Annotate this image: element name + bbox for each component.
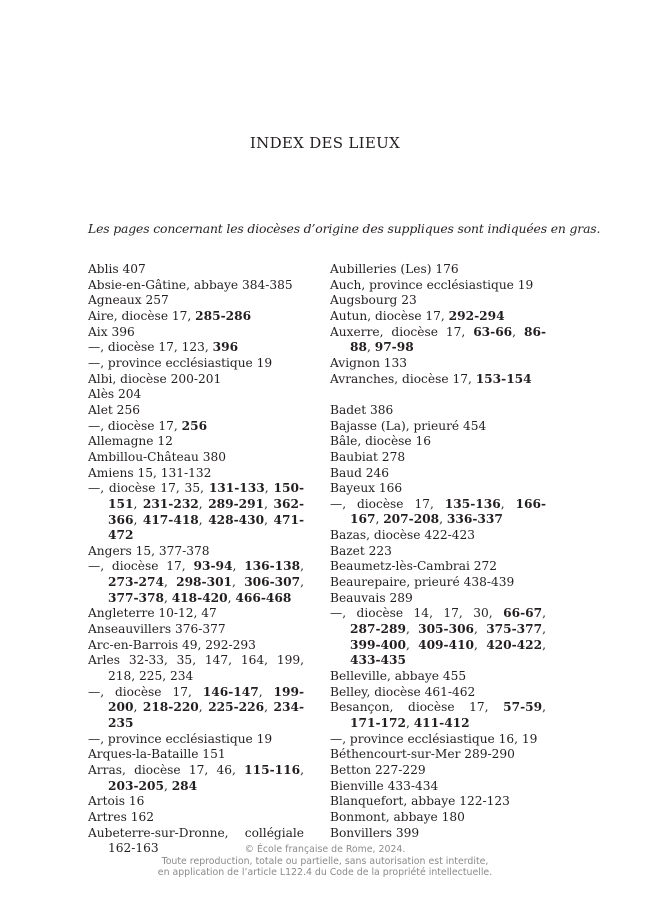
entry-text: ,	[474, 622, 487, 637]
bold-page-ref: 135-136	[444, 496, 501, 511]
entry-text: ,	[133, 496, 143, 511]
entry-text: Avignon 133	[330, 355, 408, 370]
bold-page-ref: 428-430	[208, 512, 265, 527]
entry-text: —, diocèse 17,	[88, 418, 182, 433]
footer-line: en application de l’article L122.4 du Code de la propriété intellectuelle.	[157, 867, 493, 879]
entry-text: ,	[264, 496, 274, 511]
bold-page-ref: 306-307	[244, 575, 301, 590]
index-entry	[330, 747, 546, 763]
bold-page-ref: 466-468	[235, 590, 292, 605]
entry-text: Arc-en-Barrois 49, 292-293	[88, 637, 256, 652]
index-entry	[330, 810, 546, 826]
footer-line: © École française de Rome, 2024.	[244, 844, 406, 855]
bold-page-ref: 471-472	[108, 512, 305, 543]
index-entry	[88, 638, 304, 654]
entry-text: ,	[264, 512, 274, 527]
entry-text: ,	[375, 512, 384, 527]
index-entry	[88, 466, 304, 482]
entry-text: Ambillou-Château 380	[88, 449, 226, 464]
index-entry	[330, 434, 546, 450]
index-entry	[330, 403, 546, 419]
bold-page-ref: 171-172	[350, 716, 406, 731]
entry-text: Aubeterre-sur-Dronne, collégiale 162-163	[88, 825, 304, 856]
entry-text: Beaumetz-lès-Cambrai 272	[330, 559, 498, 574]
entry-text: ,	[300, 575, 305, 590]
entry-text: Artres 162	[88, 809, 154, 824]
entry-text: Ablis 407	[88, 262, 146, 276]
index-entry	[88, 450, 304, 466]
entry-text: ,	[512, 324, 524, 339]
index-entry	[88, 293, 304, 309]
entry-text: ,	[500, 496, 516, 511]
bold-page-ref: 218-220	[142, 700, 199, 715]
entry-text: Artois 16	[88, 794, 145, 809]
index-entry	[88, 794, 304, 810]
entry-text: Aix 396	[88, 324, 135, 339]
bold-page-ref: 418-420	[171, 590, 228, 605]
entry-text: Alès 204	[88, 387, 142, 402]
index-entry	[330, 372, 546, 388]
entry-text: Amiens 15, 131-132	[88, 465, 212, 480]
entry-text: Baubiat 278	[330, 449, 406, 464]
entry-text: —, diocèse 14, 17, 30,	[330, 606, 504, 621]
bold-page-ref: 284	[171, 778, 198, 793]
entry-text: Bonmont, abbaye 180	[330, 809, 465, 824]
entry-text: ,	[264, 481, 274, 496]
entry-text: Autun, diocèse 17,	[330, 308, 449, 323]
entry-text: —, province ecclésiastique 19	[88, 355, 273, 370]
entry-text: Baud 246	[330, 465, 390, 480]
bold-page-ref: 417-418	[142, 512, 199, 527]
entry-text: Bienville 433-434	[330, 778, 439, 793]
bold-page-ref: 207-208	[383, 512, 440, 527]
entry-text: Auxerre, diocèse 17,	[330, 324, 474, 339]
bold-page-ref: 57-59	[503, 700, 543, 715]
entry-text: Agneaux 257	[88, 293, 169, 308]
entry-text: ,	[232, 559, 245, 574]
bold-page-ref: 203-205	[108, 778, 164, 793]
entry-text: —, diocèse 17,	[88, 684, 203, 699]
index-entry	[88, 544, 304, 560]
bold-page-ref: 166-167	[350, 496, 546, 527]
bold-page-ref: 97-98	[374, 340, 414, 355]
entry-text: —, province ecclésiastique 16, 19	[330, 731, 538, 746]
bold-page-ref: 273-274	[108, 575, 164, 590]
bold-page-ref: 375-377	[486, 622, 543, 637]
index-entry	[330, 419, 546, 435]
index-entry	[88, 309, 304, 325]
entry-text: —, diocèse 17, 123,	[88, 340, 213, 355]
copyright-footer	[0, 844, 650, 879]
entry-text: Alet 256	[88, 402, 140, 417]
bold-page-ref: 231-232	[142, 496, 199, 511]
entry-text: ,	[163, 590, 172, 605]
bold-page-ref: 362-366	[108, 496, 305, 527]
bold-page-ref: 420-422	[486, 637, 543, 652]
entry-text: ,	[133, 512, 143, 527]
entry-text: Bayeux 166	[330, 481, 403, 496]
index-entry	[330, 700, 546, 731]
bold-page-ref: 150-151	[108, 481, 304, 511]
index-entry	[330, 732, 546, 748]
index-entry	[330, 262, 546, 278]
bold-page-ref: 285-286	[195, 308, 252, 323]
entry-text: ,	[405, 622, 419, 637]
bold-page-ref: 131-133	[208, 481, 265, 496]
index-entry	[88, 403, 304, 419]
entry-text: ,	[300, 559, 305, 574]
entry-text: Badet 386	[330, 402, 394, 417]
index-entry	[88, 763, 304, 794]
entry-text: Bonvillers 399	[330, 825, 420, 840]
bold-page-ref: 136-138	[244, 559, 301, 574]
bold-page-ref: 336-337	[446, 512, 503, 527]
bold-page-ref: 93-94	[193, 559, 233, 574]
bold-page-ref: 66-67	[503, 606, 543, 621]
entry-text: ,	[439, 512, 447, 527]
page-title: INDEX DES LIEUX	[249, 134, 401, 152]
bold-page-ref: 153-154	[475, 371, 532, 386]
index-entry	[88, 419, 304, 435]
bold-page-ref: 86-88	[350, 324, 547, 355]
entry-text: Belley, diocèse 461-462	[330, 684, 476, 699]
entry-text: —, diocèse 17,	[330, 496, 445, 511]
index-entry	[330, 293, 546, 309]
index-entry	[88, 622, 304, 638]
index-entry	[330, 606, 546, 669]
index-entry	[88, 732, 304, 748]
index-entry	[88, 356, 304, 372]
index-entry	[330, 591, 546, 607]
entry-text: Angleterre 10-12, 47	[88, 606, 217, 621]
index-entry	[330, 685, 546, 701]
entry-text: ,	[366, 340, 375, 355]
index-entry	[88, 810, 304, 826]
entry-text: ,	[227, 590, 236, 605]
bold-page-ref: 63-66	[473, 324, 513, 339]
entry-text: Angers 15, 377-378	[88, 543, 210, 558]
entry-text: —, diocèse 17, 35,	[88, 481, 209, 496]
entry-text: Augsbourg 23	[330, 293, 417, 308]
bold-page-ref: 377-378	[108, 590, 164, 605]
bold-page-ref: 287-289	[350, 622, 406, 637]
footer-line: Toute reproduction, totale ou partielle, sans autorisation est interdite,	[161, 855, 489, 867]
entry-text: Blanquefort, abbaye 122-123	[330, 794, 510, 809]
index-entry	[88, 747, 304, 763]
index-entry	[330, 325, 546, 356]
bold-page-ref: 433-435	[350, 653, 406, 668]
index-entry	[330, 497, 546, 528]
index-entry	[88, 325, 304, 341]
entry-text: ,	[133, 700, 143, 715]
index-entry	[88, 653, 304, 684]
index-entry	[330, 450, 546, 466]
entry-text: Besançon, diocèse 17,	[330, 700, 504, 715]
index-entry	[330, 528, 546, 544]
entry-text: Aubilleries (Les) 176	[330, 262, 459, 276]
entry-text: —, province ecclésiastique 19	[88, 731, 273, 746]
entry-text: Bazet 223	[330, 543, 392, 558]
entry-text: ,	[542, 606, 546, 621]
entry-text: ,	[258, 684, 274, 699]
bold-page-ref: 399-400	[350, 637, 406, 652]
bold-page-ref: 289-291	[208, 496, 265, 511]
entry-text: Albi, diocèse 200-201	[88, 371, 222, 386]
entry-text: Bajasse (La), prieuré 454	[330, 418, 487, 433]
index-entry	[330, 481, 546, 497]
entry-text: Beaurepaire, prieuré 438-439	[330, 575, 515, 590]
index-entry	[88, 559, 304, 606]
entry-text: ,	[163, 778, 172, 793]
index-entry	[330, 794, 546, 810]
entry-text: Betton 227-229	[330, 762, 426, 777]
entry-text: ,	[198, 700, 209, 715]
entry-text: Allemagne 12	[88, 434, 173, 449]
index-entry	[330, 826, 546, 842]
index-note: Les pages concernant les diocèses d’origine des suppliques sont indiquées en gras.	[88, 221, 601, 236]
index-entry	[330, 544, 546, 560]
entry-text: Absie-en-Gâtine, abbaye 384-385	[88, 277, 293, 292]
entry-text: ,	[163, 575, 177, 590]
entry-text: —, diocèse 17,	[88, 559, 194, 574]
index-entry	[330, 309, 546, 325]
entry-text: ,	[300, 763, 304, 777]
entry-text: Anseauvillers 376-377	[88, 622, 226, 637]
entry-text: Beauvais 289	[330, 590, 413, 605]
entry-text: Béthencourt-sur-Mer 289-290	[330, 747, 515, 762]
bold-page-ref: 292-294	[448, 308, 505, 323]
bold-page-ref: 411-412	[413, 716, 470, 731]
entry-text: ,	[542, 622, 547, 637]
entry-text: ,	[542, 700, 546, 715]
bold-page-ref: 256	[181, 418, 208, 433]
bold-page-ref: 396	[212, 340, 239, 355]
index-entry	[330, 669, 546, 685]
index-entry	[88, 372, 304, 388]
index-entry	[88, 387, 304, 403]
entry-text: Belleville, abbaye 455	[330, 669, 467, 684]
index-entry	[88, 340, 304, 356]
entry-text: ,	[232, 575, 245, 590]
index-entry	[330, 779, 546, 795]
index-entry	[88, 685, 304, 732]
bold-page-ref: 305-306	[418, 622, 475, 637]
entry-text: ,	[405, 637, 419, 652]
index-column-right	[330, 262, 546, 841]
entry-text: Aire, diocèse 17,	[88, 308, 196, 323]
letter-group-gap	[330, 387, 546, 403]
bold-page-ref: 199-200	[108, 684, 304, 715]
index-entry	[330, 466, 546, 482]
bold-page-ref: 298-301	[176, 575, 233, 590]
bold-page-ref: 234-235	[108, 700, 305, 731]
entry-text: Avranches, diocèse 17,	[330, 371, 476, 386]
index-entry	[88, 606, 304, 622]
index-column-left	[88, 262, 304, 857]
index-entry	[330, 559, 546, 575]
entry-text: Arques-la-Bataille 151	[88, 747, 226, 762]
entry-text: Bazas, diocèse 422-423	[330, 528, 475, 543]
bold-page-ref: 225-226	[208, 700, 265, 715]
entry-text: ,	[405, 716, 414, 731]
entry-text: Arras, diocèse 17, 46,	[88, 763, 245, 777]
entry-text: ,	[198, 512, 209, 527]
bold-page-ref: 409-410	[418, 637, 475, 652]
index-entry	[88, 278, 304, 294]
index-entry	[330, 575, 546, 591]
entry-text: Bâle, diocèse 16	[330, 434, 432, 449]
entry-text: ,	[264, 700, 274, 715]
index-entry	[330, 278, 546, 294]
index-entry	[330, 763, 546, 779]
entry-text: Auch, province ecclésiastique 19	[330, 277, 534, 292]
bold-page-ref: 146-147	[202, 684, 259, 699]
entry-text: Arles 32-33, 35, 147, 164, 199, 218, 225, 234	[88, 653, 304, 684]
index-entry	[88, 262, 304, 278]
entry-text: ,	[542, 637, 547, 652]
bold-page-ref: 115-116	[244, 763, 301, 777]
index-entry	[88, 481, 304, 544]
entry-text: ,	[474, 637, 487, 652]
index-entry	[88, 434, 304, 450]
entry-text: ,	[198, 496, 209, 511]
index-entry	[330, 356, 546, 372]
